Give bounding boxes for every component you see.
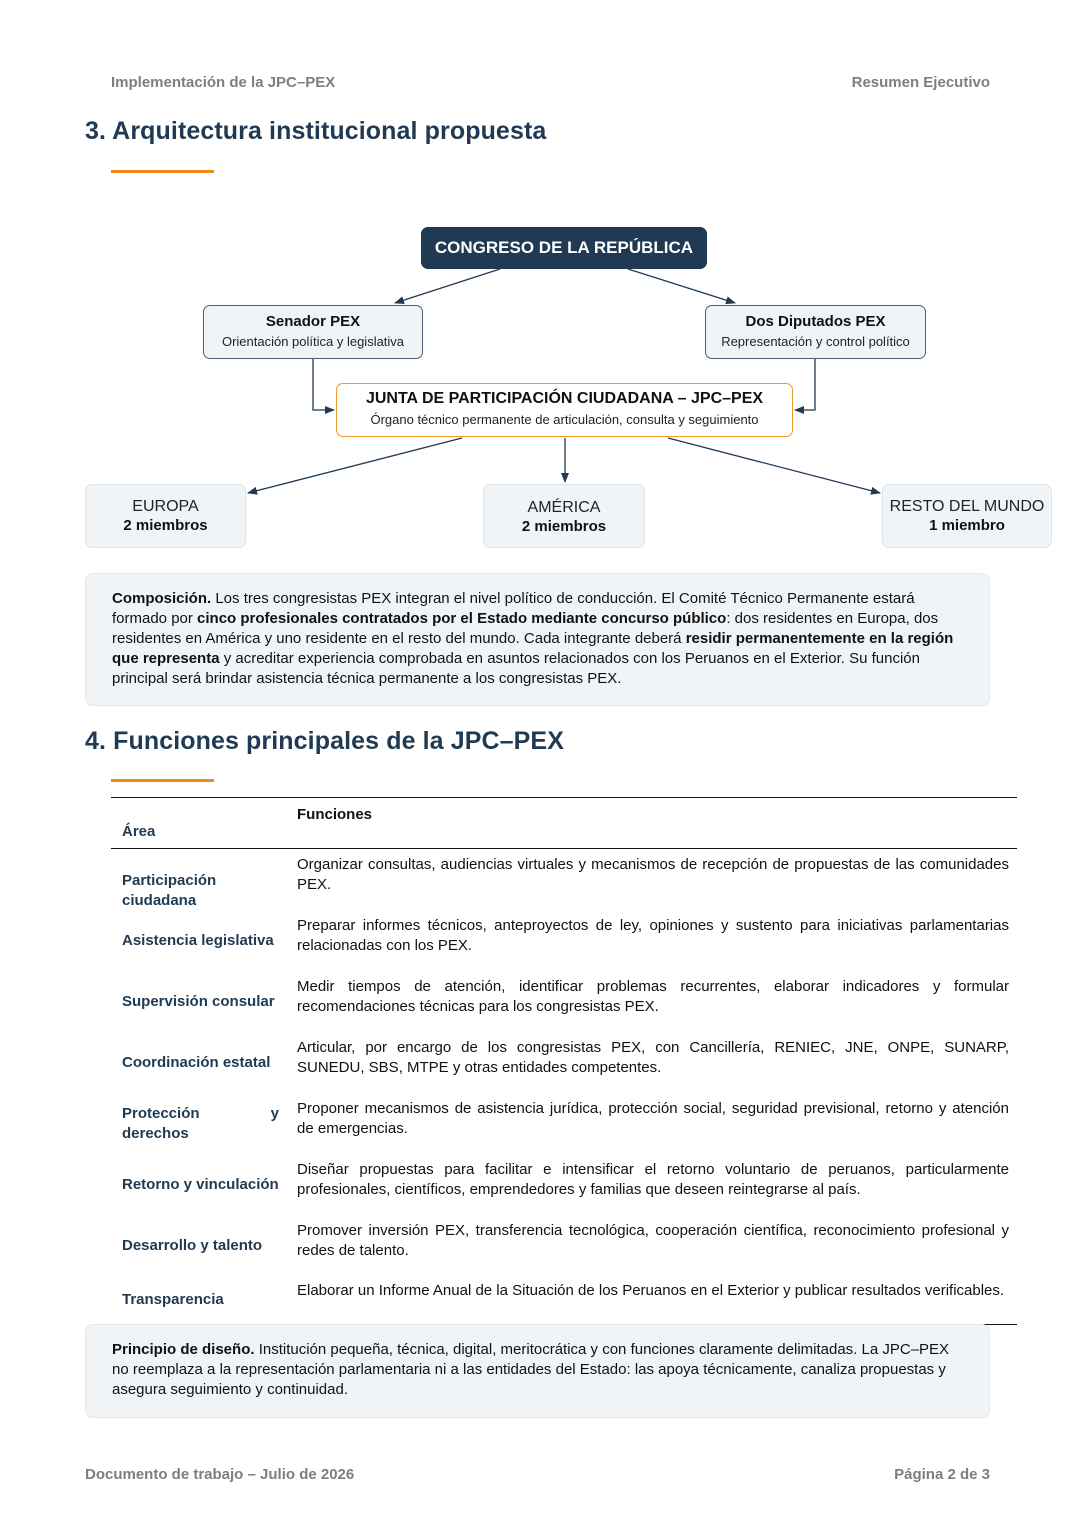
senador-title: Senador PEX <box>265 313 361 330</box>
cell-area: Transparencia <box>122 1291 224 1308</box>
cell-funciones: Articular, por encargo de los congresistas PEX, con Cancillería, RENIEC, JNE, ONPE, SUNARP, SUNEDU, SBS, MTPE y otras entidades competentes. <box>297 1039 1009 1076</box>
footer-left: Documento de trabajo – Julio de 2026 <box>85 1466 355 1483</box>
table-row <box>111 910 1017 971</box>
diagram-connectors <box>0 0 1075 560</box>
org-diagram <box>0 0 1075 560</box>
section-3-title: 3. Arquitectura institucional propuesta <box>85 117 547 145</box>
table-row <box>111 1093 1017 1154</box>
composicion-text-3: y acreditar experiencia comprobada en asuntos relacionados con los Peruanos en el Exterior. Su función principal será brindar asistencia técnica permanente a los congresistas PEX. <box>112 650 920 687</box>
table-row <box>111 971 1017 1032</box>
arrow-senador-junta <box>313 359 334 410</box>
principio-text: Institución pequeña, técnica, digital, meritocrática y con funciones claramente delimitadas. La JPC–PEX no reemplaza a la representación parlamentaria ni a las entidades del Estado: las apoya técnicamente, canaliza propuestas y asegura seguimiento y continuidad. <box>112 1341 950 1398</box>
cell-funciones: Medir tiempos de atención, identificar problemas recurrentes, elaborar indicadores y formular recomendaciones técnicas para los congresistas PEX. <box>297 978 1009 1015</box>
cell-funciones: Promover inversión PEX, transferencia tecnológica, cooperación científica, reconocimiento profesional y redes de talento. <box>297 1222 1009 1259</box>
col-header-area: Área <box>122 823 156 840</box>
node-diputados <box>705 305 926 359</box>
diputados-title: Dos Diputados PEX <box>745 313 886 330</box>
diputados-subtitle: Representación y control político <box>721 334 910 349</box>
node-junta <box>336 383 793 437</box>
header-right: Resumen Ejecutivo <box>851 74 990 91</box>
europa-count: 2 miembros <box>123 517 208 534</box>
node-congreso: CONGRESO DE LA REPÚBLICA <box>421 227 707 269</box>
node-resto-del-mundo <box>882 484 1052 548</box>
resto-count: 1 miembro <box>929 517 1005 534</box>
america-count: 2 miembros <box>521 518 607 535</box>
cell-area: Coordinación estatal <box>122 1053 271 1071</box>
cell-funciones: Proponer mecanismos de asistencia jurídica, protección social, seguridad previsional, retorno y atención de emergencias. <box>297 1100 1009 1137</box>
node-europa <box>85 484 246 548</box>
cell-funciones: Preparar informes técnicos, anteproyectos de ley, opiniones y sustento para iniciativas parlamentarias relacionadas con los PEX. <box>297 917 1009 954</box>
principio-box <box>85 1324 990 1418</box>
arrow-junta-europa <box>248 438 462 493</box>
table-row <box>111 1154 1017 1215</box>
junta-subtitle: Órgano técnico permanente de articulación, consulta y seguimiento <box>370 412 759 427</box>
arrow-diputados-junta <box>795 359 815 410</box>
section-4-title: 4. Funciones principales de la JPC–PEX <box>85 727 564 755</box>
composicion-text-2: : dos residentes en Europa, dos residentes en América y uno residente en el resto del mundo. Cada integrante deberá <box>112 610 939 647</box>
arrow-junta-resto <box>668 438 880 493</box>
america-name: AMÉRICA <box>527 499 601 516</box>
footer-right: Página 2 de 3 <box>894 1466 990 1483</box>
table-row <box>111 1032 1017 1093</box>
cell-area: Asistencia legislativa <box>122 931 274 949</box>
cell-area: Protección y derechos <box>122 1104 279 1142</box>
col-header-funciones: Funciones <box>297 806 373 823</box>
cell-funciones: Organizar consultas, audiencias virtuales y mecanismos de recepción de propuestas de las comunidades PEX. <box>297 856 1009 893</box>
node-america <box>483 484 645 548</box>
cell-area: Supervisión consular <box>122 992 275 1010</box>
section-4-rule <box>111 779 214 782</box>
table-row <box>111 1215 1017 1276</box>
cell-area: Desarrollo y talento <box>122 1236 263 1254</box>
node-senador <box>203 305 423 359</box>
resto-name: RESTO DEL MUNDO <box>889 498 1045 515</box>
composicion-bold-1: cinco profesionales contratados por el Estado mediante concurso público <box>197 610 727 627</box>
cell-funciones: Diseñar propuestas para facilitar e intensificar el retorno voluntario de peruanos, particularmente profesionales, científicos, emprendedores y familias que deseen reintegrarse al país. <box>297 1161 1009 1198</box>
table-header <box>111 798 1017 849</box>
functions-table <box>111 797 1017 1325</box>
principio-lead: Principio de diseño. <box>112 1341 255 1358</box>
table-row <box>111 1276 1017 1324</box>
arrow-congreso-diputados <box>628 269 735 303</box>
composicion-bold-2: residir permanentemente en la región que representa <box>112 630 954 667</box>
table-row <box>111 849 1017 910</box>
composicion-box <box>85 573 990 706</box>
header-left: Implementación de la JPC–PEX <box>111 74 336 91</box>
europa-name: EUROPA <box>132 498 199 515</box>
cell-funciones: Elaborar un Informe Anual de la Situación de los Peruanos en el Exterior y publicar resultados verificables. <box>297 1282 1005 1299</box>
senador-subtitle: Orientación política y legislativa <box>221 334 405 349</box>
composicion-text-1: Los tres congresistas PEX integran el nivel político de conducción. El Comité Técnico Permanente estará formado por <box>112 590 915 627</box>
composicion-lead: Composición. <box>112 590 212 607</box>
cell-area: Retorno y vinculación <box>122 1175 279 1193</box>
junta-title: JUNTA DE PARTICIPACIÓN CIUDADANA – JPC–PEX <box>365 390 764 407</box>
cell-area: Participación ciudadana <box>122 871 217 909</box>
running-footer <box>85 1466 990 1483</box>
arrow-congreso-senador <box>395 269 500 303</box>
